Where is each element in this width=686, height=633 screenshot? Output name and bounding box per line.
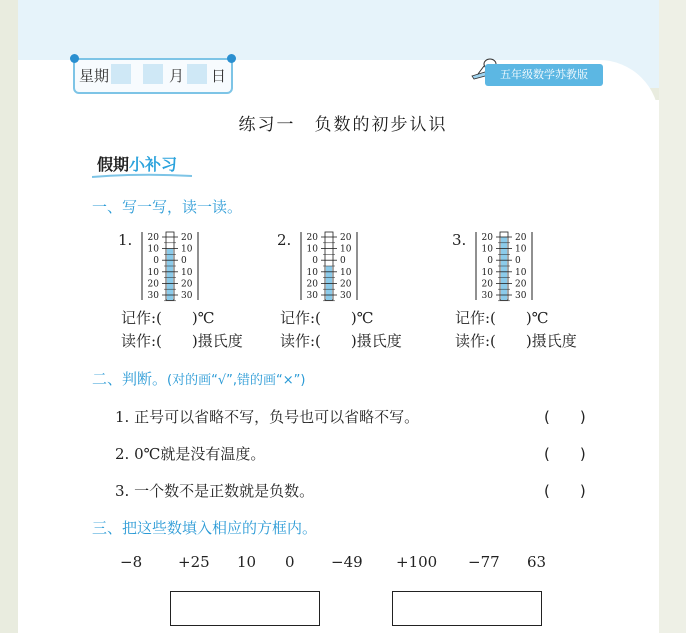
judge-item-2: 2. 0℃就是没有温度。: [115, 445, 266, 463]
tick-label-left: 0: [153, 256, 159, 267]
thermometer-icon: [140, 230, 200, 302]
tick-label-right: 0: [181, 256, 187, 267]
judge-item-3: 3. 一个数不是正数就是负数。: [115, 482, 315, 500]
tick-label-left: 10: [147, 244, 159, 255]
answer-box[interactable]: [170, 591, 320, 626]
tick-label-right: 10: [181, 267, 193, 278]
record-as-prompt[interactable]: 记作:( )℃: [121, 309, 215, 327]
thermometer-number: 1.: [118, 231, 133, 249]
tick-label-left: 20: [147, 233, 159, 243]
section2-heading: [92, 368, 305, 389]
pin-icon: [227, 54, 236, 63]
read-as-prompt[interactable]: 读作:( )摄氏度: [280, 332, 402, 350]
tick-label-left: 20: [306, 233, 318, 243]
tick-label-right: 20: [181, 279, 193, 290]
tick-label-left: 20: [481, 233, 493, 243]
tick-label-right: 10: [515, 267, 527, 278]
subtitle-highlight: 小补习: [129, 155, 178, 174]
section3-heading: 三、把这些数填入相应的方框内。: [92, 519, 318, 537]
date-box: [73, 58, 233, 94]
tick-label-right: 30: [181, 291, 193, 301]
section2-title: 二、判断。: [92, 370, 168, 388]
subtitle-prefix: 假期: [97, 155, 130, 174]
judge-answer-1[interactable]: ( ): [544, 408, 586, 426]
tick-label-left: 10: [481, 244, 493, 255]
tick-label-left: 30: [147, 291, 159, 301]
thermometer-number: 3.: [452, 231, 467, 249]
tick-label-right: 20: [515, 233, 527, 243]
tick-label-left: 30: [481, 291, 493, 301]
tick-label-left: 0: [487, 256, 493, 267]
record-as-prompt[interactable]: 记作:( )℃: [280, 309, 374, 327]
section2-note: (对的画“√”,错的画“×”): [167, 373, 306, 388]
thermometer-icon: [474, 230, 534, 302]
grade-tag: 五年级数学苏教版: [485, 64, 603, 86]
number-item: 0: [285, 553, 295, 571]
tick-label-left: 10: [306, 244, 318, 255]
weekday-label: 星期: [79, 67, 110, 85]
tick-label-right: 30: [340, 291, 352, 301]
month-field[interactable]: [143, 64, 163, 84]
pin-icon: [70, 54, 79, 63]
tick-label-right: 10: [340, 244, 352, 255]
number-item: −49: [331, 553, 363, 571]
day-label: 日: [211, 67, 227, 85]
number-item: +100: [396, 553, 438, 571]
tick-label-right: 10: [515, 244, 527, 255]
number-item: −8: [120, 553, 143, 571]
tick-label-right: 10: [181, 244, 193, 255]
tick-label-right: 20: [340, 233, 352, 243]
thermometer-number: 2.: [277, 231, 292, 249]
number-item: 10: [237, 553, 257, 571]
tick-label-right: 20: [181, 233, 193, 243]
tick-label-left: 10: [481, 267, 493, 278]
tick-label-left: 20: [147, 279, 159, 290]
read-as-prompt[interactable]: 读作:( )摄氏度: [455, 332, 577, 350]
tick-label-left: 10: [147, 267, 159, 278]
read-as-prompt[interactable]: 读作:( )摄氏度: [121, 332, 243, 350]
tick-label-right: 20: [340, 279, 352, 290]
record-as-prompt[interactable]: 记作:( )℃: [455, 309, 549, 327]
tick-label-right: 10: [340, 267, 352, 278]
number-item: −77: [468, 553, 500, 571]
number-item: 63: [527, 553, 547, 571]
answer-box[interactable]: [392, 591, 542, 626]
tick-label-left: 20: [481, 279, 493, 290]
section1-heading: 一、写一写，读一读。: [92, 198, 243, 216]
tick-label-left: 10: [306, 267, 318, 278]
tick-label-left: 0: [312, 256, 318, 267]
tick-label-left: 20: [306, 279, 318, 290]
day-field[interactable]: [187, 64, 207, 84]
tick-label-right: 0: [340, 256, 346, 267]
tick-label-right: 0: [515, 256, 521, 267]
right-margin: [659, 0, 686, 633]
judge-answer-2[interactable]: ( ): [544, 445, 586, 463]
judge-item-1: 1. 正号可以省略不写，负号也可以省略不写。: [115, 408, 420, 426]
weekday-field[interactable]: [111, 64, 131, 84]
month-label: 月: [169, 67, 185, 85]
tick-label-right: 30: [515, 291, 527, 301]
tick-label-right: 20: [515, 279, 527, 290]
section-subtitle: [97, 152, 177, 175]
page-title: 练习一 负数的初步认识: [238, 115, 448, 135]
judge-answer-3[interactable]: ( ): [544, 482, 586, 500]
number-item: +25: [178, 553, 210, 571]
subtitle-underline: [92, 173, 192, 179]
thermometer-icon: [299, 230, 359, 302]
tick-label-left: 30: [306, 291, 318, 301]
